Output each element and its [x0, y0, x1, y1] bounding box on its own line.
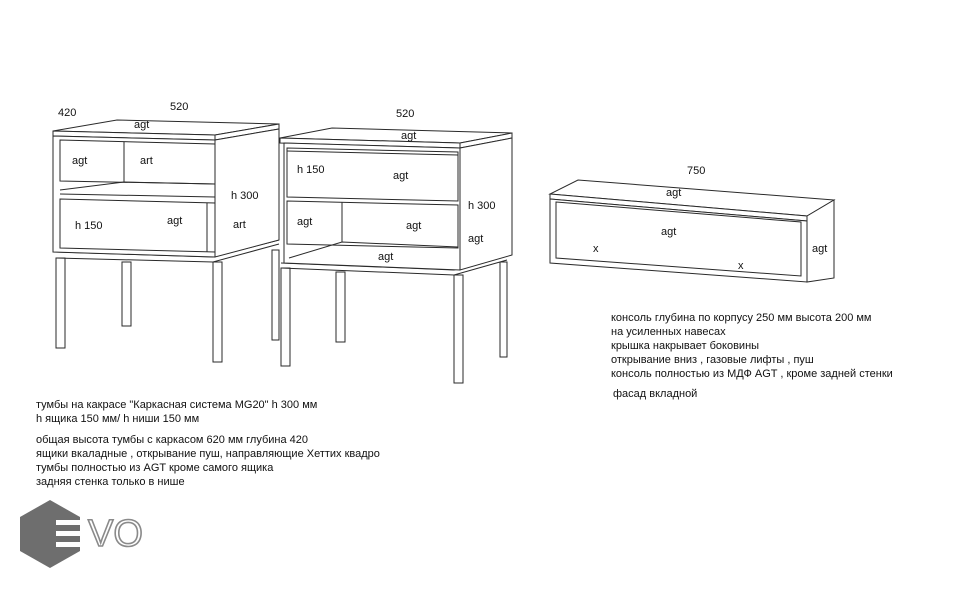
note-line: задняя стенка только в нише — [36, 476, 185, 488]
middle-top-label: agt — [401, 130, 417, 142]
console-top-label: agt — [666, 187, 682, 199]
note-line: открывание вниз , газовые лифты , пуш — [611, 354, 814, 366]
note-line: консоль глубина по корпусу 250 мм высота 200 мм — [611, 312, 872, 324]
console-notes — [611, 311, 893, 401]
console-width-label: 750 — [687, 165, 706, 177]
middle-height-label: h 300 — [468, 200, 496, 212]
left-top-label: agt — [134, 119, 150, 131]
logo-text: VO — [88, 513, 143, 555]
note-line: на усиленных навесах — [611, 326, 726, 338]
note-line: тумбы полностью из AGT кроме самого ящика — [36, 462, 274, 474]
note-line: тумбы на какрасе "Каркасная система MG20" h 300 мм — [36, 399, 318, 411]
note-line: крышка накрывает боковины — [611, 340, 760, 352]
note-line: h ящика 150 мм/ h ниши 150 мм — [36, 413, 200, 425]
left-drawer-height-label: h 150 — [75, 220, 103, 232]
middle-drawer-height-label: h 150 — [297, 164, 325, 176]
note-line: фасад вкладной — [613, 388, 698, 400]
evo-logo — [18, 498, 158, 570]
middle-side-label: agt — [468, 233, 484, 245]
left-niche-side-label: agt — [72, 155, 88, 167]
left-width-label: 520 — [170, 101, 189, 113]
left-side-label: art — [233, 219, 246, 231]
cabinet-notes — [36, 398, 380, 489]
console — [550, 165, 834, 282]
middle-niche-back-label: agt — [406, 220, 422, 232]
middle-cabinet — [280, 108, 512, 383]
note-line: ящики вкаладные , открывание пуш, направляющие Хеттих квадро — [36, 448, 380, 460]
note-line: консоль полностью из МДФ AGT , кроме задней стенки — [611, 368, 893, 380]
left-height-label: h 300 — [231, 190, 259, 202]
middle-cabinet-frame — [281, 255, 507, 383]
left-cabinet-frame — [56, 240, 279, 362]
left-niche-back-label: art — [140, 155, 153, 167]
console-mount-mark-left: x — [593, 243, 599, 255]
middle-width-label: 520 — [396, 108, 415, 120]
middle-drawer-front-label: agt — [393, 170, 409, 182]
console-side-label: agt — [812, 243, 828, 255]
left-depth-label: 420 — [58, 107, 77, 119]
console-front-label: agt — [661, 226, 677, 238]
console-mount-mark-right: x — [738, 260, 744, 272]
note-line: общая высота тумбы с каркасом 620 мм глубина 420 — [36, 434, 309, 446]
left-cabinet — [53, 101, 279, 362]
middle-niche-side-label: agt — [297, 216, 313, 228]
left-drawer-front-label: agt — [167, 215, 183, 227]
middle-bottom-label: agt — [378, 251, 394, 263]
